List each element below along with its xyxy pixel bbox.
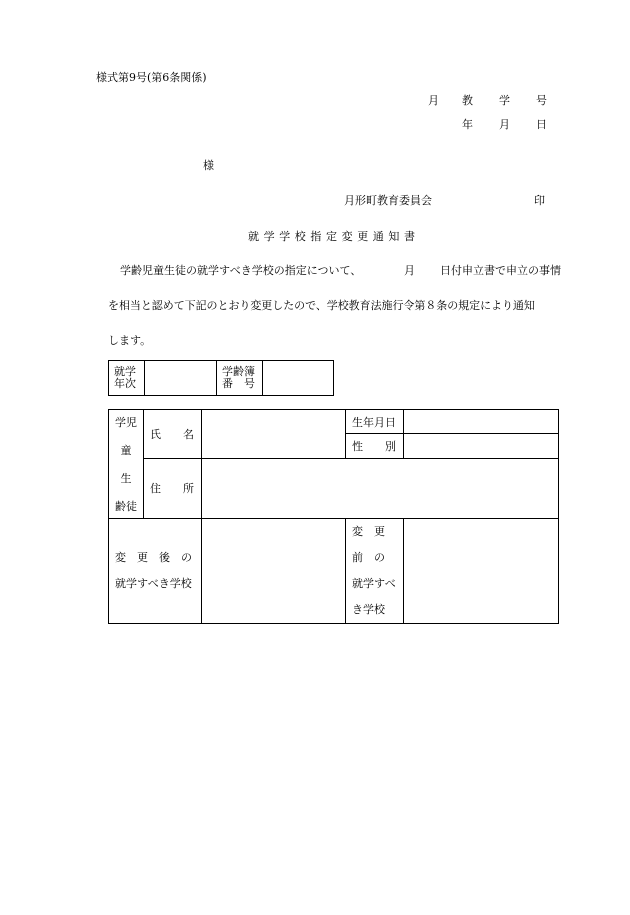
before-school-value — [404, 519, 559, 624]
birth-value — [404, 410, 559, 434]
group-label-3: 生 — [120, 472, 132, 485]
address-label: 住 所 — [144, 458, 202, 518]
register-label-2: 番 号 — [222, 377, 255, 390]
register-value-cell — [263, 361, 334, 396]
date-month: 月 — [499, 118, 510, 131]
number-gaku: 学 — [499, 94, 510, 107]
grade-register-table — [108, 360, 334, 396]
before-school-label-1: 変 更 前 の — [352, 525, 396, 564]
name-label: 氏 名 — [144, 410, 202, 459]
birth-label: 生年月日 — [346, 410, 404, 434]
after-school-label-2: 就学すべき学校 — [115, 577, 192, 590]
body-line-3: します。 — [108, 334, 152, 347]
number-month: 月 — [428, 94, 439, 107]
before-school-label-cell — [346, 519, 404, 624]
gender-label: 性 別 — [346, 434, 404, 458]
body-line-1a: 学齢児童生徒の就学すべき学校の指定について、 — [120, 264, 362, 277]
body-line-1b: 月 — [404, 264, 415, 277]
date-day: 日 — [536, 118, 547, 131]
student-group-label-cell — [109, 410, 144, 519]
name-value — [202, 410, 346, 459]
group-label-2: 童 — [120, 444, 132, 457]
before-school-label-2: 就学すべき学校 — [352, 577, 396, 616]
grade-label-2: 年次 — [114, 377, 136, 390]
after-school-label-cell — [109, 519, 202, 624]
after-school-value — [202, 519, 346, 624]
register-label-cell — [217, 361, 263, 396]
student-table — [108, 409, 559, 624]
grade-value-cell — [145, 361, 217, 396]
gender-value — [404, 434, 559, 458]
grade-label-1: 就学 — [114, 365, 136, 378]
register-label-1: 学齢簿 — [222, 365, 255, 378]
form-label: 様式第9号(第6条関係) — [96, 71, 207, 84]
body-line-1c: 日付申立書で申立の事情 — [440, 264, 561, 277]
date-year: 年 — [462, 118, 473, 131]
grade-label-cell — [109, 361, 145, 396]
address-value — [202, 458, 559, 518]
addressee-suffix: 様 — [203, 159, 214, 172]
body-line-2: を相当と認めて下記のとおり変更したので、学校教育法施行令第８条の規定により通知 — [108, 299, 535, 312]
number-go: 号 — [536, 94, 547, 107]
number-kyo: 教 — [462, 94, 473, 107]
issuer: 月形町教育委員会 — [344, 194, 432, 207]
document-title: 就学学校指定変更通知書 — [248, 230, 420, 243]
group-label-4: 齢徒 — [115, 500, 137, 513]
seal-mark: 印 — [534, 194, 545, 207]
group-label-1: 学児 — [115, 416, 137, 429]
after-school-label-1: 変 更 後 の — [115, 551, 192, 564]
